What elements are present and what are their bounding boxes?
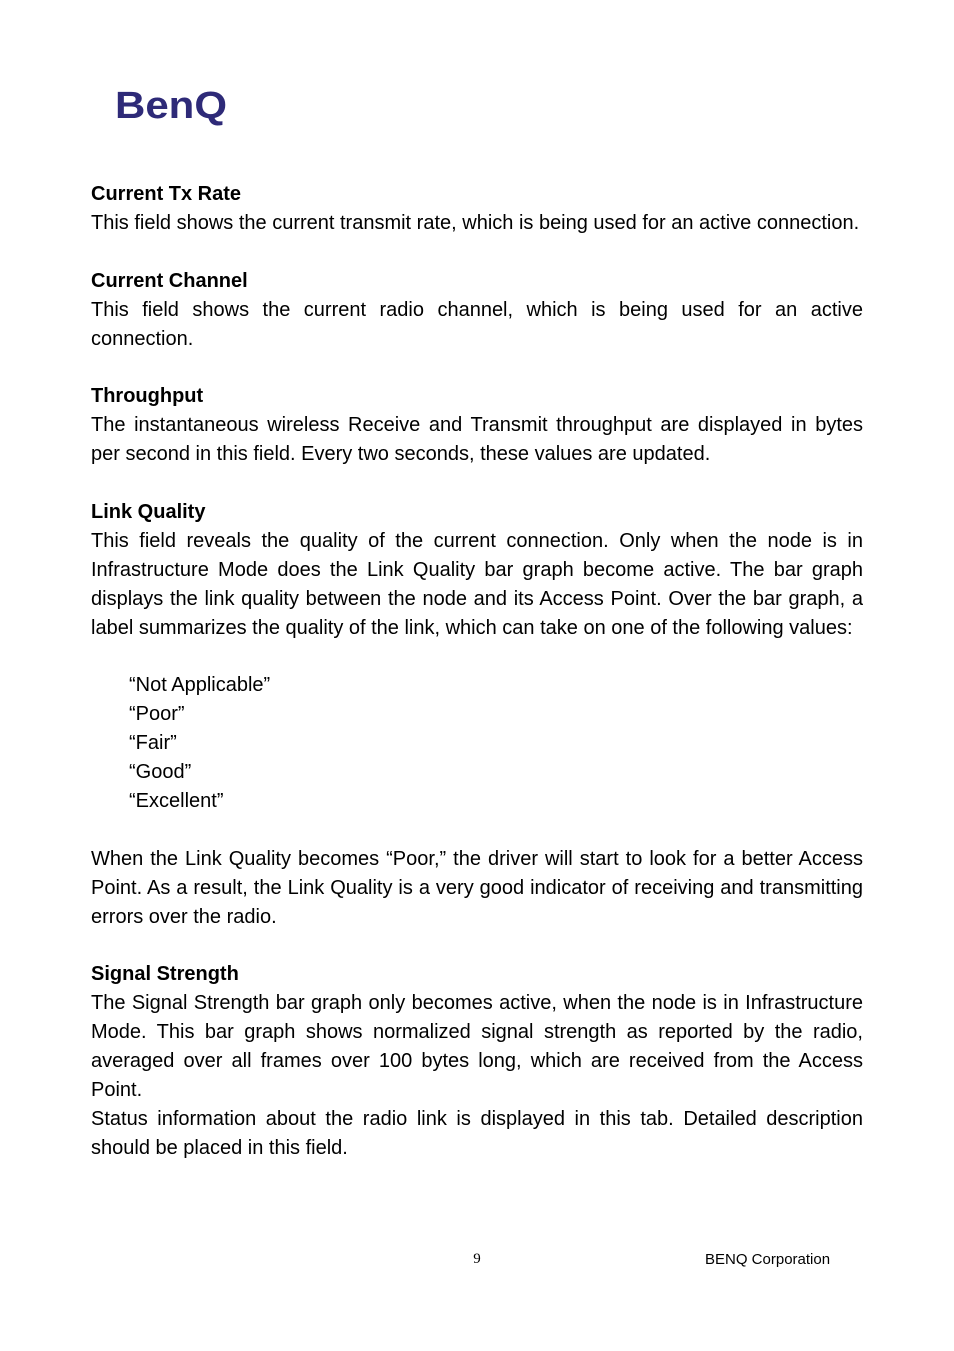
section-text-status-info: Status information about the radio link is displayed in this tab. Detailed description should be placed in this field. [91,1107,863,1159]
link-quality-values-list [91,671,863,816]
list-item: “Fair” [129,732,177,755]
list-item: “Excellent” [129,789,224,812]
section-heading-throughput: Throughput [91,385,204,408]
section-heading-link-quality: Link Quality [91,500,206,523]
section-text-link-quality-note: When the Link Quality becomes “Poor,” the driver will start to look for a better Access Point. As a result, the Link Quality is a very good indicator of receiving and transmitting errors over the radio. [91,847,863,928]
list-item: “Poor” [129,703,185,726]
section-heading-tx-rate: Current Tx Rate [91,183,242,205]
list-item: “Not Applicable” [129,674,271,697]
section-text-link-quality: This field reveals the quality of the current connection. Only when the node is in Infrastructure Mode does the Link Quality bar graph become active. The bar graph displays the link quality between the node and its Access Point. Over the bar graph, a label summarizes the quality of the link, which can take on one of the following values: [91,529,863,639]
section-heading-signal-strength: Signal Strength [91,963,239,986]
section-text-throughput: The instantaneous wireless Receive and Transmit throughput are displayed in bytes per second in this field. Every two seconds, these values are updated. [91,414,863,466]
section-text-channel: This field shows the current radio channel, which is being used for an active connection. [91,298,863,350]
section-heading-channel: Current Channel [91,269,248,292]
section-text-signal-strength: The Signal Strength bar graph only becomes active, when the node is in Infrastructure Mode. This bar graph shows normalized signal strength as reported by the radio, averaged over all frames over 100 bytes long, which are received from the Access Point. [91,992,863,1101]
list-item: “Good” [129,761,192,784]
svg-text:BenQ: BenQ [115,86,227,127]
page-number: 9 [473,1251,481,1267]
footer-company: BENQ Corporation [705,1251,831,1268]
document-body [91,180,863,1163]
section-text-tx-rate: This field shows the current transmit rate, which is being used for an active connection. [91,211,860,234]
benq-logo [115,86,231,128]
